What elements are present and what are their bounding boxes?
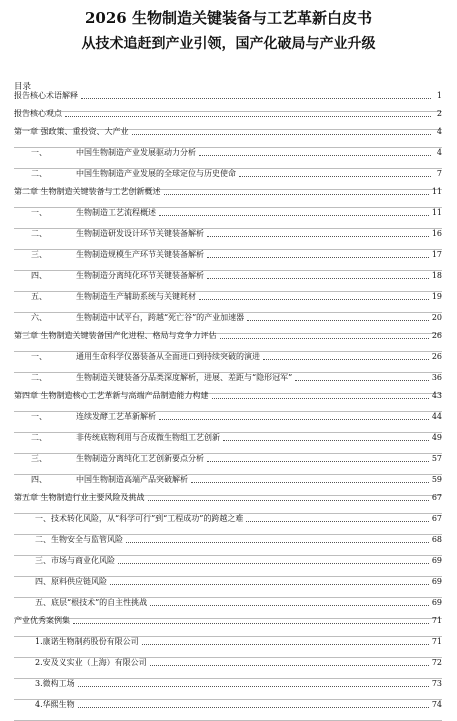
toc-entry[interactable] xyxy=(14,493,442,514)
toc-entry-label: 3.微构工场 xyxy=(35,679,75,688)
toc-leader-dots xyxy=(150,604,429,606)
toc-entry-page-number: 73 xyxy=(431,679,442,688)
table-of-contents xyxy=(14,82,442,721)
toc-entry-number: 四、 xyxy=(31,271,47,280)
toc-heading: 目录 xyxy=(14,82,32,92)
toc-entry-label: 五、底层“根技术”的自主性挑战 xyxy=(35,598,148,607)
toc-entry-label: 非传统底物利用与合成微生物组工艺创新 xyxy=(76,433,220,442)
toc-leader-dots xyxy=(246,520,428,522)
toc-leader-dots xyxy=(223,439,429,441)
toc-entry-label: 第二章 生物制造关键装备与工艺创新概述 xyxy=(14,187,161,196)
toc-entry-number: 五、 xyxy=(31,292,47,301)
toc-leader-dots xyxy=(159,214,429,216)
toc-leader-dots xyxy=(65,115,431,117)
toc-entry-label: 第一章 强政策、重投资、大产业 xyxy=(14,127,129,136)
toc-entry-page-number: 68 xyxy=(431,535,442,544)
toc-entry[interactable] xyxy=(14,514,442,535)
toc-entry-page-number: 67 xyxy=(431,514,442,523)
toc-entry-page-number: 57 xyxy=(431,454,442,463)
toc-leader-dots xyxy=(110,583,429,585)
toc-entry-page-number: 74 xyxy=(431,700,442,709)
toc-entry[interactable] xyxy=(14,700,442,721)
toc-entry-page-number: 20 xyxy=(431,313,442,322)
toc-entry-label: 报告核心术语解释 xyxy=(14,91,78,100)
toc-entry-page-number: 71 xyxy=(431,616,442,625)
toc-entry-page-number: 69 xyxy=(431,598,442,607)
toc-entry-number: 一、 xyxy=(31,148,47,157)
toc-entry-label: 报告核心观点 xyxy=(14,109,62,118)
toc-entry[interactable] xyxy=(14,658,442,679)
toc-entry-page-number: 18 xyxy=(431,271,442,280)
toc-leader-dots xyxy=(118,562,429,564)
toc-entry-label: 产业优秀案例集 xyxy=(14,616,70,625)
document-subtitle: 从技术追赶到产业引领，国产化破局与产业升级 xyxy=(81,36,376,52)
toc-entry-page-number: 26 xyxy=(431,352,442,361)
toc-leader-dots xyxy=(81,97,431,99)
toc-list xyxy=(14,91,442,721)
toc-entry[interactable] xyxy=(14,454,442,475)
toc-entry-label: 4.华熙生物 xyxy=(35,700,75,709)
toc-entry[interactable] xyxy=(14,352,442,373)
toc-entry-number: 三、 xyxy=(31,454,47,463)
toc-entry-number: 二、 xyxy=(31,229,47,238)
toc-leader-dots xyxy=(263,358,429,360)
toc-leader-dots xyxy=(132,133,431,135)
toc-entry[interactable] xyxy=(14,271,442,292)
toc-leader-dots xyxy=(150,664,429,666)
toc-entry[interactable] xyxy=(14,331,442,352)
toc-leader-dots xyxy=(207,235,429,237)
toc-leader-dots xyxy=(78,706,429,708)
toc-leader-dots xyxy=(295,379,429,381)
toc-entry[interactable] xyxy=(14,187,442,208)
toc-leader-dots xyxy=(148,499,429,501)
toc-entry-page-number: 7 xyxy=(436,169,442,178)
toc-entry-page-number: 67 xyxy=(431,493,442,502)
toc-entry-label: 中国生物制造高端产品突破解析 xyxy=(76,475,188,484)
toc-entry-label: 通用生命科学仪器装备从全面进口到持续突破的演进 xyxy=(76,352,260,361)
toc-leader-dots xyxy=(207,460,429,462)
toc-entry-page-number: 69 xyxy=(431,577,442,586)
toc-entry-number: 六、 xyxy=(31,313,47,322)
toc-entry-label: 中国生物制造产业发展驱动力分析 xyxy=(76,148,196,157)
toc-entry-page-number: 36 xyxy=(431,373,442,382)
toc-entry-page-number: 2 xyxy=(436,109,442,118)
toc-entry-label: 生物制造分离纯化环节关键装备解析 xyxy=(76,271,204,280)
toc-entry[interactable] xyxy=(14,577,442,598)
toc-entry-label: 生物制造生产辅助系统与关键耗材 xyxy=(76,292,196,301)
toc-entry-page-number: 71 xyxy=(431,637,442,646)
toc-entry-page-number: 11 xyxy=(431,187,442,196)
toc-entry-label: 生物制造工艺流程概述 xyxy=(76,208,156,217)
toc-entry[interactable] xyxy=(14,229,442,250)
toc-entry[interactable] xyxy=(14,91,442,112)
toc-leader-dots xyxy=(199,154,431,156)
toc-entry[interactable] xyxy=(14,535,442,556)
toc-entry-page-number: 17 xyxy=(431,250,442,259)
toc-entry[interactable] xyxy=(14,292,442,313)
toc-leader-dots xyxy=(212,397,429,399)
toc-entry-label: 2.安及义实业（上海）有限公司 xyxy=(35,658,147,667)
toc-entry-page-number: 19 xyxy=(431,292,442,301)
toc-entry-page-number: 16 xyxy=(431,229,442,238)
toc-leader-dots xyxy=(142,643,429,645)
toc-entry[interactable] xyxy=(14,556,442,577)
toc-leader-dots xyxy=(207,277,429,279)
toc-entry-number: 四、 xyxy=(31,475,47,484)
toc-leader-dots xyxy=(239,175,431,177)
toc-entry-number: 二、 xyxy=(31,169,47,178)
toc-entry[interactable] xyxy=(14,250,442,271)
toc-entry-page-number: 49 xyxy=(431,433,442,442)
toc-entry-label: 生物制造规模生产环节关键装备解析 xyxy=(76,250,204,259)
toc-entry-label: 生物制造研发设计环节关键装备解析 xyxy=(76,229,204,238)
toc-entry-page-number: 69 xyxy=(431,556,442,565)
toc-entry[interactable] xyxy=(14,127,442,148)
toc-leader-dots xyxy=(199,298,429,300)
toc-entry-page-number: 4 xyxy=(436,148,442,157)
toc-entry[interactable] xyxy=(14,433,442,454)
toc-entry-number: 二、 xyxy=(31,433,47,442)
toc-entry-label: 第四章 生物制造核心工艺革新与高端产品制造能力构建 xyxy=(14,391,209,400)
toc-entry-label: 中国生物制造产业发展的全球定位与历史使命 xyxy=(76,169,236,178)
toc-entry-label: 生物制造分离纯化工艺创新要点分析 xyxy=(76,454,204,463)
toc-entry-number: 一、 xyxy=(31,412,47,421)
toc-entry-number: 一、 xyxy=(31,352,47,361)
toc-entry-number: 一、 xyxy=(31,208,47,217)
toc-entry[interactable] xyxy=(14,616,442,637)
document-title: 2026 生物制造关键装备与工艺革新白皮书 xyxy=(85,9,372,27)
toc-leader-dots xyxy=(191,481,429,483)
toc-entry[interactable] xyxy=(14,148,442,169)
toc-entry-page-number: 4 xyxy=(436,127,442,136)
toc-entry-number: 三、 xyxy=(31,250,47,259)
toc-entry-number: 二、 xyxy=(31,373,47,382)
toc-leader-dots xyxy=(220,337,429,339)
toc-entry-page-number: 59 xyxy=(431,475,442,484)
toc-entry[interactable] xyxy=(14,598,442,619)
toc-entry-label: 二、生物安全与监管风险 xyxy=(35,535,123,544)
toc-leader-dots xyxy=(207,256,429,258)
toc-entry-page-number: 44 xyxy=(431,412,442,421)
toc-leader-dots xyxy=(78,685,429,687)
toc-entry[interactable] xyxy=(14,412,442,433)
toc-entry-label: 四、原料供应链风险 xyxy=(35,577,107,586)
toc-entry-label: 生物制造关键装备分品类深度解析，进展、差距与“隐形冠军” xyxy=(76,373,293,382)
toc-entry-label: 第三章 生物制造关键装备国产化进程、格局与竞争力评估 xyxy=(14,331,217,340)
toc-leader-dots xyxy=(247,319,429,321)
toc-entry[interactable] xyxy=(14,208,442,229)
toc-leader-dots xyxy=(164,193,429,195)
toc-entry-page-number: 72 xyxy=(431,658,442,667)
toc-entry-label: 1.康诺生物制药股份有限公司 xyxy=(35,637,139,646)
toc-entry-page-number: 43 xyxy=(431,391,442,400)
toc-entry[interactable] xyxy=(14,679,442,700)
toc-entry-page-number: 26 xyxy=(431,331,442,340)
toc-entry[interactable] xyxy=(14,391,442,412)
toc-leader-dots xyxy=(159,418,429,420)
toc-entry-page-number: 11 xyxy=(431,208,442,217)
toc-entry[interactable] xyxy=(14,637,442,658)
toc-leader-dots xyxy=(73,622,429,624)
toc-entry-label: 第五章 生物制造行业主要风险及挑战 xyxy=(14,493,145,502)
toc-entry-label: 生物制造中试平台，跨越“死亡谷”的产业加速器 xyxy=(76,313,245,322)
toc-leader-dots xyxy=(126,541,429,543)
toc-entry-page-number: 1 xyxy=(436,91,442,100)
toc-entry-label: 连续发酵工艺革新解析 xyxy=(76,412,156,421)
toc-entry-label: 一、技术转化风险，从“科学可行”到“工程成功”的跨越之难 xyxy=(35,514,244,523)
toc-entry-label: 三、市场与商业化风险 xyxy=(35,556,115,565)
